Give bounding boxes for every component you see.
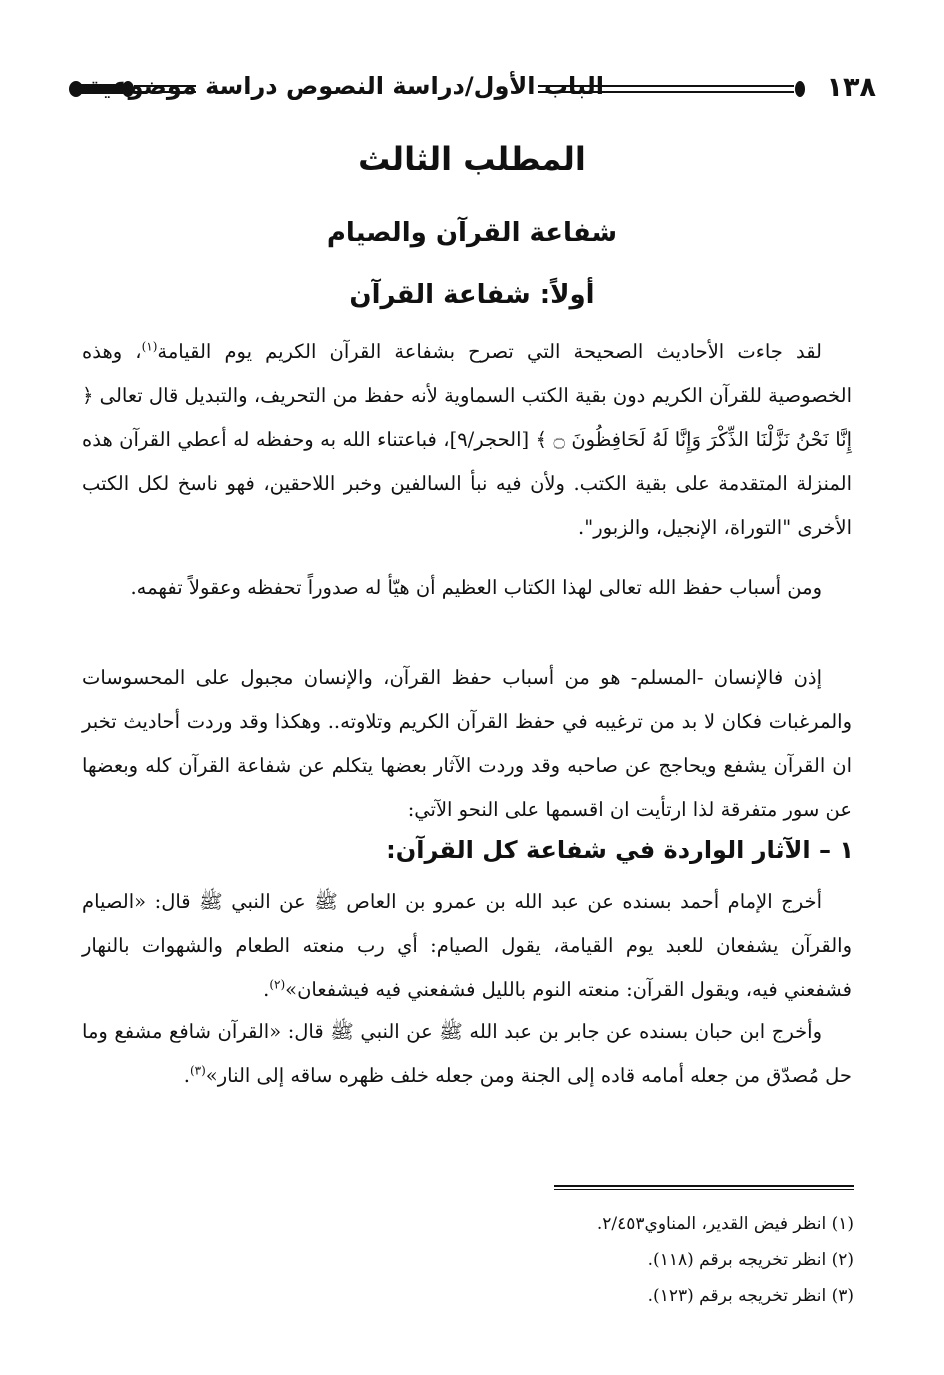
paragraph-4	[82, 880, 852, 1012]
paragraph-4-text: أخرج الإمام أحمد بسنده عن عبد الله بن عمرو بن العاص ﷺ عن النبي ﷺ قال: «الصيام والقرآن يشفعان للعبد يوم القيامة، يقول الصيام: أي رب منعته الطعام والشهوات بالنهار فشفعني فيه، ويقول القرآن: منعته النوم بالليل فشفعني فيه فيشفعان»	[82, 890, 852, 1001]
paragraph-5	[82, 1010, 852, 1098]
numbered-heading-1: ١ – الآثار الواردة في شفاعة كل القرآن:	[386, 836, 854, 864]
paragraph-1-text-b: ، وهذه الخصوصية للقرآن الكريم دون بقية الكتب السماوية لأنه حفظ من التحريف، والتبديل قال تعالى ﴿ إِنَّا نَحْنُ نَزَّلْنَا الذِّكْرَ وَإِنَّا لَهُ لَحَافِظُونَ ۝ ﴾ [الحجر/٩]، فباعتناء الله به وحفظه له أعطي القرآن هذه المنزلة المتقدمة على بقية الكتب. ولأن فيه نبأ السالفين وخبر اللاحقين، فهو ناسخ لكل الكتب الأخرى "التوراة، الإنجيل، والزبور".	[82, 340, 852, 539]
paragraph-5-end: .	[183, 1064, 190, 1087]
page-header	[68, 70, 876, 114]
paragraph-2: ومن أسباب حفظ الله تعالى لهذا الكتاب العظيم أن هيّأ له صدوراً تحفظه وعقولاً تفهمه.	[130, 576, 822, 599]
footnotes	[434, 1206, 854, 1314]
paragraph-1-text-a: لقد جاءت الأحاديث الصحيحة التي تصرح بشفاعة القرآن الكريم يوم القيامة	[157, 340, 822, 363]
section-title: شفاعة القرآن والصيام	[326, 218, 618, 248]
subsection-title: أولاً: شفاعة القرآن	[349, 280, 595, 310]
paragraph-5-text: وأخرج ابن حبان بسنده عن جابر بن عبد الله ﷺ عن النبي ﷺ قال: «القرآن شافع مشفع وما حل مُصدّق من جعله أمامه قاده إلى الجنة ومن جعله خلف ظهره ساقه إلى النار»	[82, 1020, 852, 1087]
running-title: الباب الأول/دراسة النصوص دراسة موضوعية	[87, 72, 604, 100]
footnote-ref-1: (١)	[141, 339, 158, 354]
footnote-ref-2: (٢)	[269, 977, 286, 992]
page-number: ١٣٨	[826, 72, 876, 103]
footnote-3: (٣) انظر تخريجه برقم (١٢٣).	[647, 1286, 854, 1306]
paragraph-4-end: .	[263, 978, 270, 1001]
chapter-heading: المطلب الثالث	[358, 140, 586, 178]
footnote-2: (٢) انظر تخريجه برقم (١١٨).	[647, 1250, 854, 1270]
paragraph-3: إذن فالإنسان -المسلم- هو من أسباب حفظ القرآن، والإنسان مجبول على المحسوسات والمرغبات فكان لا بد من ترغيبه في حفظ القرآن الكريم وتلاوته.. وهكذا وقد وردت أحاديث تخبر ان القرآن يشفع ويحاجج عن صاحبه وقد وردت الآثار بعضها يتكلم عن شفاعة القرآن كله وبعضها عن سور متفرقة لذا ارتأيت ان اقسمها على النحو الآتي:	[82, 666, 852, 821]
footnote-1: (١) انظر فيض القدير، المناوي٢/٤٥٣.	[596, 1214, 854, 1234]
footnote-ref-3: (٣)	[189, 1063, 206, 1078]
paragraph-1	[82, 330, 852, 550]
footnote-separator	[554, 1185, 854, 1191]
